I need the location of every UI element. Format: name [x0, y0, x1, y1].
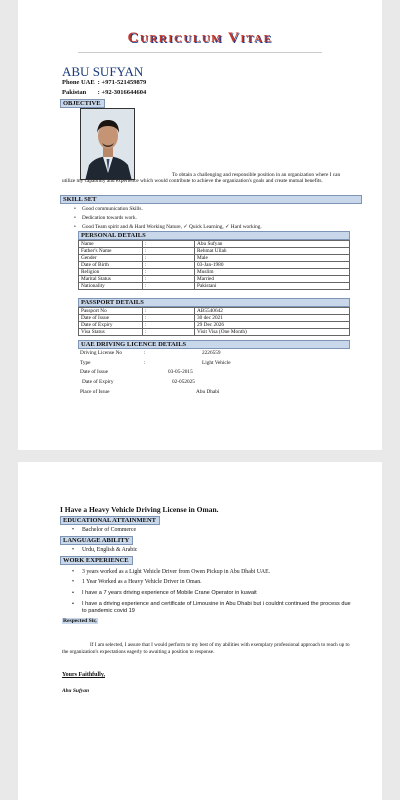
- separator: :: [143, 276, 195, 283]
- table-row: [79, 255, 350, 262]
- cv-page-1: [18, 0, 382, 450]
- table-row: [79, 308, 350, 315]
- cv-page-2: [18, 462, 382, 800]
- field-value: 29 Dec 2026: [195, 322, 350, 329]
- separator: :: [143, 329, 195, 336]
- education-item: • Bachelor of Commerce: [82, 525, 136, 535]
- table-row: [79, 241, 350, 248]
- field-label: Type: [80, 360, 91, 366]
- field-label: Nationality: [79, 283, 143, 290]
- license-row: [80, 389, 340, 398]
- field-label: Religion: [79, 269, 143, 276]
- oman-license-statement: I Have a Heavy Vehicle Driving License in Oman.: [60, 505, 219, 514]
- license-row: [80, 350, 340, 359]
- field-value: Visit Visa (One Month): [195, 329, 350, 336]
- passport-details-table: [78, 307, 350, 336]
- objective-heading: OBJECTIVE: [60, 99, 105, 108]
- separator: :: [143, 315, 195, 322]
- education-heading: EDUCATIONAL ATTAINMENT: [60, 516, 160, 525]
- field-label: Date of Birth: [79, 262, 143, 269]
- language-list: [82, 545, 137, 555]
- work-item: • I have a driving experience and certificate of Limousine in Abu Dhabi but i couldnt continued the process due to pandemic covid 19: [82, 601, 352, 616]
- skill-item: • Good Team spirit and & Hard Working Nature, ✓ Quick Learning, ✓ Hard working.: [82, 223, 262, 232]
- field-value: 03-05-2015: [168, 369, 193, 375]
- language-item: • Urdu, English & Arabic: [82, 545, 137, 555]
- field-value: Pakistani: [195, 283, 350, 290]
- separator: :: [144, 350, 146, 356]
- field-label: Date of Issue: [79, 315, 143, 322]
- objective-text: To obtain a challenging and responsible position in an organization where I can utilize my capability and experience which would contribute to achieve the organization's goals and create mutual benefits.: [62, 172, 341, 185]
- field-value: Light Vehicle: [202, 360, 231, 366]
- field-value: Married: [195, 276, 350, 283]
- field-label: Date of Expiry: [82, 379, 114, 385]
- field-label: Gender: [79, 255, 143, 262]
- separator: :: [144, 360, 146, 366]
- personal-details-table: [78, 240, 350, 290]
- personal-details-heading: PERSONAL DETAILS: [78, 231, 350, 240]
- phone-uae-row: [62, 79, 146, 86]
- separator: :: [143, 322, 195, 329]
- phone-label: Phone UAE: [62, 79, 95, 86]
- skills-list: [82, 205, 262, 232]
- salutation: Respected Sir,: [63, 618, 97, 624]
- field-value: 03-Jan-1980: [195, 262, 350, 269]
- phone-value: : +92-3016644604: [97, 89, 147, 96]
- field-label: Marital Status: [79, 276, 143, 283]
- separator: :: [143, 283, 195, 290]
- field-value: Muslim: [195, 269, 350, 276]
- field-label: Passport No: [79, 308, 143, 315]
- table-row: [79, 262, 350, 269]
- field-label: Driving License No: [80, 350, 123, 356]
- table-row: [79, 322, 350, 329]
- separator: :: [143, 248, 195, 255]
- work-item: • 1 Year Worked as a Heavy Vehicle Driver in Oman.: [82, 577, 352, 587]
- title-underline: [78, 52, 322, 53]
- work-item: • I have a 7 years driving experience of Mobile Crane Operator in kuwait: [82, 590, 352, 598]
- passport-details-heading: PASSPORT DETAILS: [78, 298, 350, 307]
- field-value: Rehmat Ullah: [195, 248, 350, 255]
- separator: :: [143, 262, 195, 269]
- field-value: 30 dec 2021: [195, 315, 350, 322]
- phone-pakistan-row: [62, 89, 146, 96]
- skill-item: • Good communication Skills.: [82, 205, 262, 214]
- field-value: 02-052025: [172, 379, 195, 385]
- skills-heading: SKILL SET: [60, 195, 362, 204]
- work-experience-heading: WORK EXPERIENCE: [60, 556, 133, 565]
- field-value: Abu Sufyan: [195, 241, 350, 248]
- work-item: • 3 years worked as a Light Vehicle Driver from Owen Pickup in Abu Dhabi UAE.: [82, 567, 352, 577]
- phone-value: : +971-521459879: [97, 79, 147, 86]
- separator: :: [143, 241, 195, 248]
- separator: :: [143, 269, 195, 276]
- table-row: [79, 329, 350, 336]
- license-row: [80, 360, 340, 369]
- education-list: [82, 525, 136, 535]
- field-label: Date of Expiry: [79, 322, 143, 329]
- skill-item: • Dedication towards work.: [82, 214, 262, 223]
- work-experience-list: [82, 567, 352, 616]
- sign-off: Yours Faithfully,: [62, 672, 106, 678]
- field-value: Abu Dhabi: [196, 389, 220, 395]
- field-label: Father's Name: [79, 248, 143, 255]
- separator: :: [143, 255, 195, 262]
- phone-label: Pakistan: [62, 89, 87, 96]
- applicant-name: ABU SUFYAN: [62, 64, 144, 79]
- field-value: 2226559: [202, 350, 221, 356]
- closing-statement: If I am selected, I assure that I would perform to my best of my abilities with exemplary professional approach to reach up to the organization's expectations eagerly to awaiting a position to response.: [62, 642, 350, 655]
- separator: :: [143, 308, 195, 315]
- signature: Abu Sufyan: [62, 688, 90, 694]
- field-label: Date of Issue: [80, 369, 108, 375]
- license-row: [80, 379, 340, 388]
- language-heading: LANGUAGE ABILITY: [60, 536, 133, 545]
- field-label: Visa Status: [79, 329, 143, 336]
- field-value: Male: [195, 255, 350, 262]
- table-row: [79, 283, 350, 290]
- table-row: [79, 248, 350, 255]
- table-row: [79, 269, 350, 276]
- field-label: Place of Issue: [80, 389, 110, 395]
- field-value: AB5540642: [195, 308, 350, 315]
- cv-title: Curriculum Vitae: [127, 30, 273, 46]
- field-label: Name: [79, 241, 143, 248]
- license-details-heading: UAE DRIVING LICENCE DETAILS: [78, 340, 350, 349]
- license-row: [80, 369, 340, 378]
- table-row: [79, 315, 350, 322]
- table-row: [79, 276, 350, 283]
- profile-photo: [80, 108, 135, 180]
